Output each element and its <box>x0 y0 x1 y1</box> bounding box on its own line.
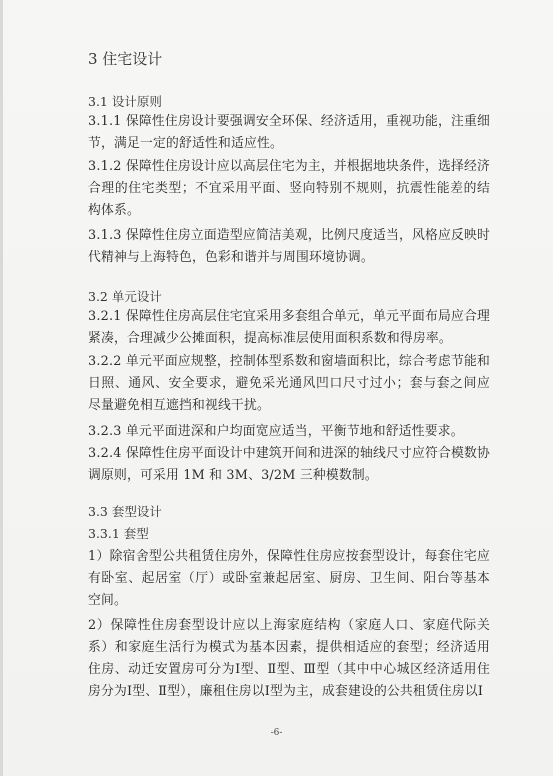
para-3-3-1-item-1: 1）除宿舍型公共租赁住房外，保障性住房应按套型设计，每套住宅应有卧室、起居室（厅）或卧室兼起居室、厨房、卫生间、阳台等基本空间。 <box>88 549 490 608</box>
section-3-3-title: 3.3 套型设计 <box>88 504 162 519</box>
para-3-1-1: 3.1.1 保障性住房设计要强调安全环保、经济适用，重视功能，注重细节，满足一定的舒适性和适应性。 <box>88 114 490 151</box>
section-3-2-title: 3.2 单元设计 <box>88 289 162 304</box>
section-3-1-title: 3.1 设计原则 <box>88 94 162 109</box>
page-number: -6- <box>270 728 283 738</box>
para-3-2-3: 3.2.3 单元平面进深和户均面宽应适当，平衡节地和舒适性要求。 <box>88 424 464 439</box>
para-3-3-1-item-2: 2）保障性住房套型设计应以上海家庭结构（家庭人口、家庭代际关系）和家庭生活行为模式为基本因素，提供相适应的套型；经济适用住房、动迁安置房可分为Ⅰ型、Ⅱ型、Ⅲ型（其中中心城区经济适用住房分为Ⅰ型、Ⅱ型），廉租住房以Ⅰ型为主，成套建设的公共租赁住房以Ⅰ <box>88 618 490 699</box>
para-3-2-1: 3.2.1 保障性住房高层住宅宜采用多套组合单元，单元平面布局应合理紧凑，合理减少公摊面积，提高标准层使用面积系数和得房率。 <box>88 309 490 346</box>
scan-edge <box>0 0 3 776</box>
para-3-2-2: 3.2.2 单元平面应规整，控制体型系数和窗墙面积比，综合考虑节能和日照、通风、安全要求，避免采光通风凹口尺寸过小；套与套之间应尽量避免相互遮挡和视线干扰。 <box>88 354 490 413</box>
para-3-2-4: 3.2.4 保障性住房平面设计中建筑开间和进深的轴线尺寸应符合模数协调原则，可采用 1M 和 3M、3/2M 三种模数制。 <box>88 446 490 483</box>
chapter-heading: 3 住宅设计 <box>88 50 163 68</box>
para-3-1-3: 3.1.3 保障性住房立面造型应简洁美观，比例尺度适当，风格应反映时代精神与上海特色，色彩和谐并与周围环境协调。 <box>88 228 490 265</box>
subsection-3-3-1: 3.3.1 套型 <box>88 526 149 541</box>
para-3-1-2: 3.1.2 保障性住房设计应以高层住宅为主，并根据地块条件，选择经济合理的住宅类型；不宜采用平面、竖向特别不规则，抗震性能差的结构体系。 <box>88 159 490 218</box>
